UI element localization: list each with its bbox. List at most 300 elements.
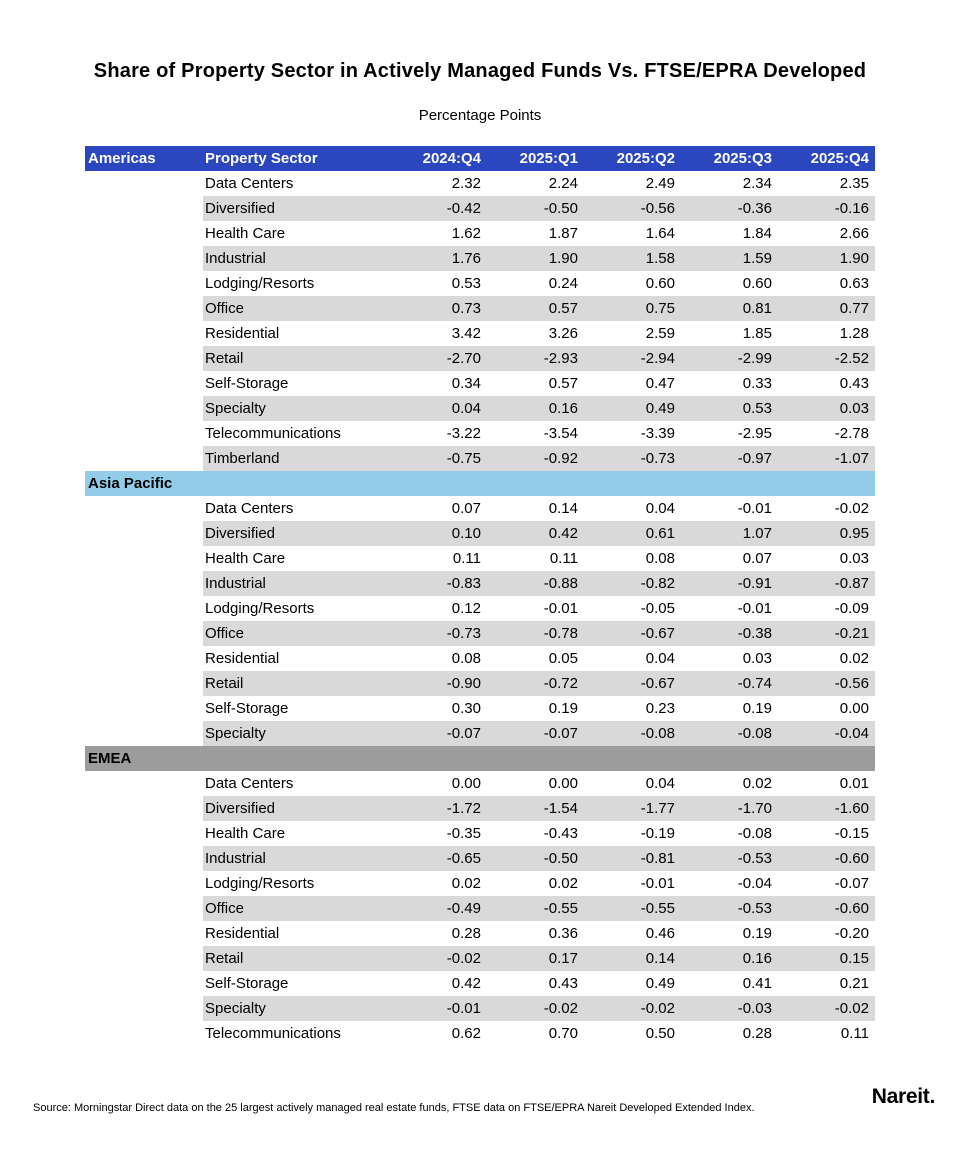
value-cell-1: 0.02 — [548, 875, 578, 892]
value-cell-0: 0.53 — [451, 275, 481, 292]
table-row — [85, 971, 875, 996]
value-cell-2: 0.04 — [645, 650, 675, 667]
value-cell-4: 0.15 — [839, 950, 869, 967]
value-cell-0: -0.07 — [446, 725, 481, 742]
value-cell-0: 0.30 — [451, 700, 481, 717]
table-row — [85, 596, 875, 621]
value-cell-4: -0.87 — [834, 575, 869, 592]
value-cell-0: 0.73 — [451, 300, 481, 317]
row-cells — [203, 496, 875, 521]
value-cell-3: -0.04 — [737, 875, 772, 892]
value-cell-2: 2.59 — [645, 325, 675, 342]
value-cell-2: -0.02 — [640, 1000, 675, 1017]
value-cell-4: -0.60 — [834, 850, 869, 867]
table-row — [85, 871, 875, 896]
value-cell-4: -0.60 — [834, 900, 869, 917]
value-cell-3: -0.53 — [737, 900, 772, 917]
row-cells — [203, 921, 875, 946]
row-cells — [203, 846, 875, 871]
value-cell-3: -0.08 — [737, 825, 772, 842]
region-cell — [85, 971, 203, 996]
row-cells — [203, 671, 875, 696]
value-cell-4: -0.56 — [834, 675, 869, 692]
value-cell-4: 0.03 — [839, 400, 869, 417]
region-cell — [85, 421, 203, 446]
table-row — [85, 796, 875, 821]
source-note: Source: Morningstar Direct data on the 25 largest actively managed real estate funds, FTSE data on FTSE/EPRA Nareit Developed Extended Index. — [33, 1102, 755, 1114]
region-cell — [85, 1021, 203, 1046]
sector-cell: Self-Storage — [205, 700, 289, 717]
region-cell — [85, 896, 203, 921]
nareit-logo: Nareit. — [871, 1085, 935, 1108]
sector-cell: Diversified — [205, 525, 276, 542]
value-cell-1: 0.17 — [548, 950, 578, 967]
value-cell-1: -0.43 — [543, 825, 578, 842]
table-row — [85, 171, 875, 196]
table-row — [85, 521, 875, 546]
table-row — [85, 996, 875, 1021]
row-cells — [203, 646, 875, 671]
value-cell-2: -0.55 — [640, 900, 675, 917]
table-row — [85, 671, 875, 696]
value-cell-3: 1.07 — [742, 525, 772, 542]
value-cell-0: 0.11 — [452, 550, 481, 567]
value-cell-4: 0.77 — [839, 300, 869, 317]
region-cell — [85, 371, 203, 396]
row-cells — [203, 1021, 875, 1046]
value-cell-2: 0.50 — [645, 1025, 675, 1042]
value-cell-1: -1.54 — [543, 800, 578, 817]
region-cell — [85, 946, 203, 971]
value-cell-1: -0.72 — [543, 675, 578, 692]
table-row — [85, 271, 875, 296]
value-cell-3: -1.70 — [737, 800, 772, 817]
value-cell-2: -0.82 — [640, 575, 675, 592]
value-cell-3: 0.16 — [742, 950, 772, 967]
header-quarter-1: 2025:Q1 — [519, 150, 578, 167]
value-cell-2: 2.49 — [645, 175, 675, 192]
region-cell — [85, 546, 203, 571]
value-cell-0: -0.42 — [446, 200, 481, 217]
value-cell-4: 0.43 — [839, 375, 869, 392]
sector-cell: Lodging/Resorts — [205, 600, 315, 617]
value-cell-3: -0.91 — [737, 575, 772, 592]
row-cells — [203, 946, 875, 971]
row-cells — [203, 721, 875, 746]
value-cell-1: -0.07 — [543, 725, 578, 742]
row-cells — [203, 371, 875, 396]
value-cell-0: 1.76 — [451, 250, 481, 267]
row-cells — [203, 396, 875, 421]
sector-cell: Retail — [205, 350, 244, 367]
value-cell-1: 0.05 — [548, 650, 578, 667]
value-cell-3: 1.59 — [742, 250, 772, 267]
value-cell-2: -0.67 — [640, 675, 675, 692]
table-row — [85, 446, 875, 471]
row-cells — [203, 996, 875, 1021]
value-cell-2: -1.77 — [640, 800, 675, 817]
value-cell-0: 2.32 — [451, 175, 481, 192]
table-row — [85, 846, 875, 871]
value-cell-4: -0.02 — [834, 500, 869, 517]
value-cell-0: -0.83 — [446, 575, 481, 592]
value-cell-4: 1.28 — [839, 325, 869, 342]
table-row — [85, 646, 875, 671]
sector-cell: Lodging/Resorts — [205, 875, 315, 892]
sector-cell: Timberland — [205, 450, 280, 467]
table-row — [85, 546, 875, 571]
value-cell-2: -0.05 — [640, 600, 675, 617]
sector-cell: Office — [205, 625, 244, 642]
value-cell-1: 0.43 — [548, 975, 578, 992]
row-cells — [203, 446, 875, 471]
value-cell-1: 0.36 — [548, 925, 578, 942]
header-quarter-3: 2025:Q3 — [713, 150, 772, 167]
value-cell-3: -0.97 — [737, 450, 772, 467]
sector-cell: Industrial — [205, 850, 266, 867]
value-cell-1: -0.78 — [543, 625, 578, 642]
table-row — [85, 696, 875, 721]
value-cell-3: 0.60 — [742, 275, 772, 292]
row-cells — [203, 771, 875, 796]
value-cell-2: -3.39 — [640, 425, 675, 442]
value-cell-2: -0.01 — [640, 875, 675, 892]
table-row — [85, 496, 875, 521]
value-cell-3: -0.53 — [737, 850, 772, 867]
value-cell-4: 0.02 — [839, 650, 869, 667]
value-cell-4: 2.66 — [839, 225, 869, 242]
region-cell — [85, 346, 203, 371]
value-cell-3: -0.01 — [737, 500, 772, 517]
header-columns — [203, 146, 875, 171]
value-cell-0: -0.75 — [446, 450, 481, 467]
units-subtitle: Percentage Points — [418, 107, 542, 124]
header-quarter-2: 2025:Q2 — [616, 150, 675, 167]
row-cells — [203, 971, 875, 996]
value-cell-4: -0.09 — [834, 600, 869, 617]
table-row — [85, 721, 875, 746]
table-row — [85, 396, 875, 421]
value-cell-3: 0.33 — [742, 375, 772, 392]
region-cell — [85, 296, 203, 321]
value-cell-1: -2.93 — [543, 350, 578, 367]
value-cell-1: 0.11 — [549, 550, 578, 567]
value-cell-0: 0.08 — [451, 650, 481, 667]
value-cell-4: -1.60 — [834, 800, 869, 817]
value-cell-1: -0.55 — [543, 900, 578, 917]
table-row — [85, 896, 875, 921]
region-cell — [85, 996, 203, 1021]
sector-cell: Data Centers — [205, 500, 294, 517]
region-cell — [85, 671, 203, 696]
value-cell-2: 0.49 — [645, 400, 675, 417]
row-cells — [203, 596, 875, 621]
value-cell-0: 0.00 — [451, 775, 481, 792]
value-cell-2: -2.94 — [640, 350, 675, 367]
value-cell-2: 0.46 — [645, 925, 675, 942]
value-cell-0: 0.42 — [451, 975, 481, 992]
value-cell-0: 1.62 — [451, 225, 481, 242]
row-cells — [203, 571, 875, 596]
value-cell-0: -0.35 — [446, 825, 481, 842]
value-cell-2: -0.67 — [640, 625, 675, 642]
table-row — [85, 296, 875, 321]
value-cell-0: -0.49 — [446, 900, 481, 917]
sector-cell: Industrial — [205, 575, 266, 592]
value-cell-1: -0.92 — [543, 450, 578, 467]
value-cell-2: 0.04 — [645, 775, 675, 792]
value-cell-2: 0.49 — [645, 975, 675, 992]
value-cell-4: 0.21 — [839, 975, 869, 992]
table-row — [85, 421, 875, 446]
sector-cell: Health Care — [205, 225, 286, 242]
value-cell-4: -0.02 — [834, 1000, 869, 1017]
header-quarter-0: 2024:Q4 — [422, 150, 481, 167]
value-cell-4: -0.20 — [834, 925, 869, 942]
value-cell-3: 0.03 — [742, 650, 772, 667]
value-cell-3: -0.38 — [737, 625, 772, 642]
value-cell-4: 2.35 — [839, 175, 869, 192]
row-cells — [203, 196, 875, 221]
region-cell — [85, 846, 203, 871]
value-cell-3: -0.08 — [737, 725, 772, 742]
value-cell-1: 0.00 — [548, 775, 578, 792]
table-row — [85, 621, 875, 646]
value-cell-3: 0.81 — [742, 300, 772, 317]
value-cell-0: 0.34 — [451, 375, 481, 392]
header-quarter-4: 2025:Q4 — [810, 150, 869, 167]
value-cell-0: 3.42 — [451, 325, 481, 342]
row-cells — [203, 546, 875, 571]
region-cell — [85, 646, 203, 671]
region-cell — [85, 696, 203, 721]
value-cell-0: -3.22 — [446, 425, 481, 442]
table — [85, 146, 875, 1046]
value-cell-1: 0.42 — [548, 525, 578, 542]
value-cell-2: -0.56 — [640, 200, 675, 217]
table-row — [85, 246, 875, 271]
value-cell-4: 0.11 — [840, 1025, 869, 1042]
table-row — [85, 196, 875, 221]
sector-cell: Specialty — [205, 725, 266, 742]
value-cell-2: 0.04 — [645, 500, 675, 517]
value-cell-3: 1.85 — [742, 325, 772, 342]
value-cell-2: 0.23 — [645, 700, 675, 717]
row-cells — [203, 696, 875, 721]
row-cells — [203, 521, 875, 546]
value-cell-2: 0.08 — [645, 550, 675, 567]
sector-cell: Data Centers — [205, 775, 294, 792]
value-cell-0: 0.12 — [451, 600, 481, 617]
value-cell-3: 0.02 — [742, 775, 772, 792]
sector-cell: Lodging/Resorts — [205, 275, 315, 292]
sector-cell: Telecommunications — [205, 425, 341, 442]
sector-cell: Office — [205, 300, 244, 317]
value-cell-0: 0.28 — [451, 925, 481, 942]
sector-cell: Health Care — [205, 825, 286, 842]
sector-cell: Diversified — [205, 200, 276, 217]
value-cell-3: -0.03 — [737, 1000, 772, 1017]
page-title: Share of Property Sector in Actively Managed Funds Vs. FTSE/EPRA Developed — [93, 60, 867, 82]
value-cell-3: 0.41 — [742, 975, 772, 992]
value-cell-4: -0.07 — [834, 875, 869, 892]
sector-cell: Data Centers — [205, 175, 294, 192]
value-cell-4: -2.78 — [834, 425, 869, 442]
value-cell-3: -0.01 — [737, 600, 772, 617]
value-cell-3: 0.19 — [742, 700, 772, 717]
value-cell-1: -0.50 — [543, 200, 578, 217]
value-cell-3: -2.95 — [737, 425, 772, 442]
value-cell-0: -0.02 — [446, 950, 481, 967]
row-cells — [203, 871, 875, 896]
value-cell-2: 0.47 — [645, 375, 675, 392]
region-cell — [85, 171, 203, 196]
value-cell-3: 1.84 — [742, 225, 772, 242]
value-cell-1: 1.90 — [548, 250, 578, 267]
value-cell-1: 0.16 — [548, 400, 578, 417]
value-cell-3: 0.19 — [742, 925, 772, 942]
value-cell-1: 0.70 — [548, 1025, 578, 1042]
sector-cell: Specialty — [205, 400, 266, 417]
value-cell-0: -0.65 — [446, 850, 481, 867]
table-row — [85, 821, 875, 846]
value-cell-1: 0.57 — [548, 300, 578, 317]
value-cell-1: 3.26 — [548, 325, 578, 342]
row-cells — [203, 321, 875, 346]
section-band-asia-pacific: Asia Pacific — [85, 471, 875, 496]
table-row — [85, 771, 875, 796]
region-cell — [85, 571, 203, 596]
value-cell-3: -0.74 — [737, 675, 772, 692]
value-cell-3: -2.99 — [737, 350, 772, 367]
value-cell-2: 0.75 — [645, 300, 675, 317]
row-cells — [203, 346, 875, 371]
value-cell-4: -1.07 — [834, 450, 869, 467]
value-cell-2: 1.58 — [645, 250, 675, 267]
value-cell-4: 0.03 — [839, 550, 869, 567]
value-cell-0: 0.07 — [451, 500, 481, 517]
table-row — [85, 946, 875, 971]
sector-cell: Self-Storage — [205, 375, 289, 392]
sector-cell: Self-Storage — [205, 975, 289, 992]
value-cell-2: -0.73 — [640, 450, 675, 467]
value-cell-3: 0.53 — [742, 400, 772, 417]
region-cell — [85, 246, 203, 271]
value-cell-0: -2.70 — [446, 350, 481, 367]
value-cell-4: -0.15 — [834, 825, 869, 842]
row-cells — [203, 221, 875, 246]
value-cell-3: 0.28 — [742, 1025, 772, 1042]
region-cell — [85, 396, 203, 421]
table-row — [85, 346, 875, 371]
region-cell — [85, 496, 203, 521]
row-cells — [203, 821, 875, 846]
value-cell-1: 0.24 — [548, 275, 578, 292]
region-cell — [85, 921, 203, 946]
value-cell-1: 0.14 — [548, 500, 578, 517]
value-cell-1: -3.54 — [543, 425, 578, 442]
value-cell-4: -0.21 — [834, 625, 869, 642]
region-cell — [85, 771, 203, 796]
value-cell-4: 1.90 — [839, 250, 869, 267]
table-row — [85, 921, 875, 946]
header-sector-label: Property Sector — [205, 150, 318, 167]
sector-cell: Health Care — [205, 550, 286, 567]
sector-cell: Industrial — [205, 250, 266, 267]
region-cell — [85, 221, 203, 246]
value-cell-4: 0.95 — [839, 525, 869, 542]
row-cells — [203, 421, 875, 446]
sector-cell: Residential — [205, 925, 280, 942]
table-row — [85, 321, 875, 346]
region-cell — [85, 596, 203, 621]
value-cell-0: 0.02 — [451, 875, 481, 892]
region-cell — [85, 196, 203, 221]
value-cell-0: -1.72 — [446, 800, 481, 817]
value-cell-4: -2.52 — [834, 350, 869, 367]
sector-cell: Retail — [205, 950, 244, 967]
table-row — [85, 371, 875, 396]
value-cell-1: -0.02 — [543, 1000, 578, 1017]
region-cell — [85, 521, 203, 546]
value-cell-4: 0.00 — [839, 700, 869, 717]
region-cell — [85, 446, 203, 471]
value-cell-2: 0.60 — [645, 275, 675, 292]
value-cell-2: -0.19 — [640, 825, 675, 842]
row-cells — [203, 621, 875, 646]
table-row — [85, 571, 875, 596]
value-cell-3: 2.34 — [742, 175, 772, 192]
row-cells — [203, 246, 875, 271]
region-cell — [85, 321, 203, 346]
row-cells — [203, 296, 875, 321]
region-cell — [85, 821, 203, 846]
row-cells — [203, 271, 875, 296]
region-cell — [85, 271, 203, 296]
value-cell-2: 0.14 — [645, 950, 675, 967]
row-cells — [203, 171, 875, 196]
sector-cell: Diversified — [205, 800, 276, 817]
region-cell — [85, 796, 203, 821]
region-cell — [85, 871, 203, 896]
value-cell-1: 0.19 — [548, 700, 578, 717]
value-cell-0: 0.62 — [451, 1025, 481, 1042]
row-cells — [203, 796, 875, 821]
sector-cell: Specialty — [205, 1000, 266, 1017]
value-cell-1: -0.50 — [543, 850, 578, 867]
value-cell-2: -0.08 — [640, 725, 675, 742]
value-cell-1: 2.24 — [548, 175, 578, 192]
table-row — [85, 1021, 875, 1046]
sector-cell: Office — [205, 900, 244, 917]
sector-cell: Residential — [205, 650, 280, 667]
region-cell — [85, 621, 203, 646]
value-cell-0: -0.90 — [446, 675, 481, 692]
table-header-row — [85, 146, 875, 171]
header-region-label: Americas — [88, 150, 156, 167]
value-cell-1: 0.57 — [548, 375, 578, 392]
sector-cell: Residential — [205, 325, 280, 342]
value-cell-1: -0.01 — [543, 600, 578, 617]
region-cell — [85, 721, 203, 746]
value-cell-1: -0.88 — [543, 575, 578, 592]
value-cell-3: 0.07 — [742, 550, 772, 567]
value-cell-4: -0.16 — [834, 200, 869, 217]
value-cell-0: 0.10 — [451, 525, 481, 542]
value-cell-4: 0.63 — [839, 275, 869, 292]
value-cell-2: 0.61 — [645, 525, 675, 542]
value-cell-2: -0.81 — [640, 850, 675, 867]
